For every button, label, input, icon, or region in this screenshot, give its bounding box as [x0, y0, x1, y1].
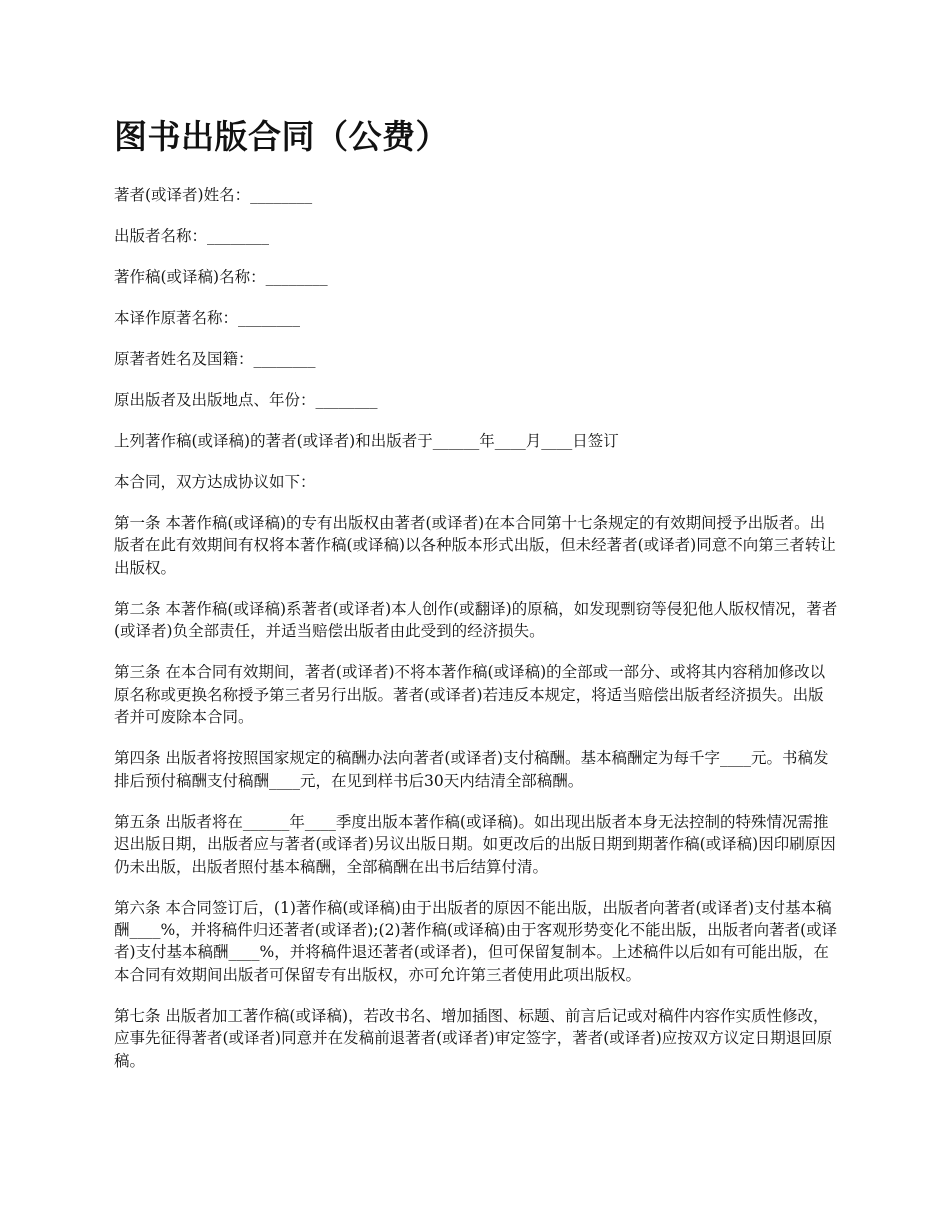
field-author-name: 著者(或译者)姓名：________ [114, 186, 313, 204]
field-publisher-name: 出版者名称：________ [114, 227, 270, 245]
document-title: 图书出版合同（公费） [114, 117, 449, 156]
field-agreement-intro: 本合同，双方达成协议如下： [114, 473, 316, 491]
field-original-publisher: 原出版者及出版地点、年份：________ [114, 391, 378, 409]
field-signing-date: 上列著作稿(或译稿)的著者(或译者)和出版者于______年____月____日签订 [114, 432, 619, 450]
clause-4: 第四条 出版者将按照国家规定的稿酬办法向著者(或译者)支付稿酬。基本稿酬定为每千字____元。书稿发排后预付稿酬支付稿酬____元，在见到样书后30天内结清全部稿酬。 [114, 749, 829, 790]
clause-6: 第六条 本合同签订后，(1)著作稿(或译稿)由于出版者的原因不能出版，出版者向著者(或译者)支付基本稿酬____%，并将稿件归还著者(或译者);(2)著作稿(或译稿)由于客观形势变化不能出版，出版者向著者(或译者)支付基本稿酬____%，并将稿件退还著者(或译者)，但可保留复制本。上述稿件以后如有可能出版，在本合同有效期间出版者可保留专有出版权，亦可允许第三者使用此项出版权。 [114, 898, 838, 984]
contract-fields [114, 184, 838, 493]
clause-7: 第七条 出版者加工著作稿(或译稿)，若改书名、增加插图、标题、前言后记或对稿件内容作实质性修改，应事先征得著者(或译者)同意并在发稿前退著者(或译者)审定签字，著者(或译者)应按双方议定日期退回原稿。 [114, 1007, 833, 1070]
field-original-author: 原著者姓名及国籍：________ [114, 350, 316, 368]
field-manuscript-title: 著作稿(或译稿)名称：________ [114, 268, 328, 286]
contract-clauses [114, 512, 838, 1072]
clause-1: 第一条 本著作稿(或译稿)的专有出版权由著者(或译者)在本合同第十七条规定的有效期间授予出版者。出版者在此有效期间有权将本著作稿(或译稿)以各种版本形式出版，但未经著者(或译者)同意不向第三者转让出版权。 [114, 514, 836, 577]
clause-5: 第五条 出版者将在______年____季度出版本著作稿(或译稿)。如出现出版者本身无法控制的特殊情况需推迟出版日期，出版者应与著者(或译者)另议出版日期。如更改后的出版日期到期著作稿(或译稿)因印刷原因仍未出版，出版者照付基本稿酬，全部稿酬在出书后结算付清。 [114, 812, 836, 876]
clause-3: 第三条 在本合同有效期间，著者(或译者)不将本著作稿(或译稿)的全部或一部分、或将其内容稍加修改以原名称或更换名称授予第三者另行出版。著者(或译者)若违反本规定，将适当赔偿出版者经济损失。出版者并可废除本合同。 [114, 663, 826, 727]
document-page [114, 112, 838, 1091]
clause-2: 第二条 本著作稿(或译稿)系著者(或译者)本人创作(或翻译)的原稿，如发现剽窃等侵犯他人版权情况，著者(或译者)负全部责任，并适当赔偿出版者由此受到的经济损失。 [114, 599, 838, 641]
field-original-title: 本译作原著名称：________ [114, 309, 301, 327]
